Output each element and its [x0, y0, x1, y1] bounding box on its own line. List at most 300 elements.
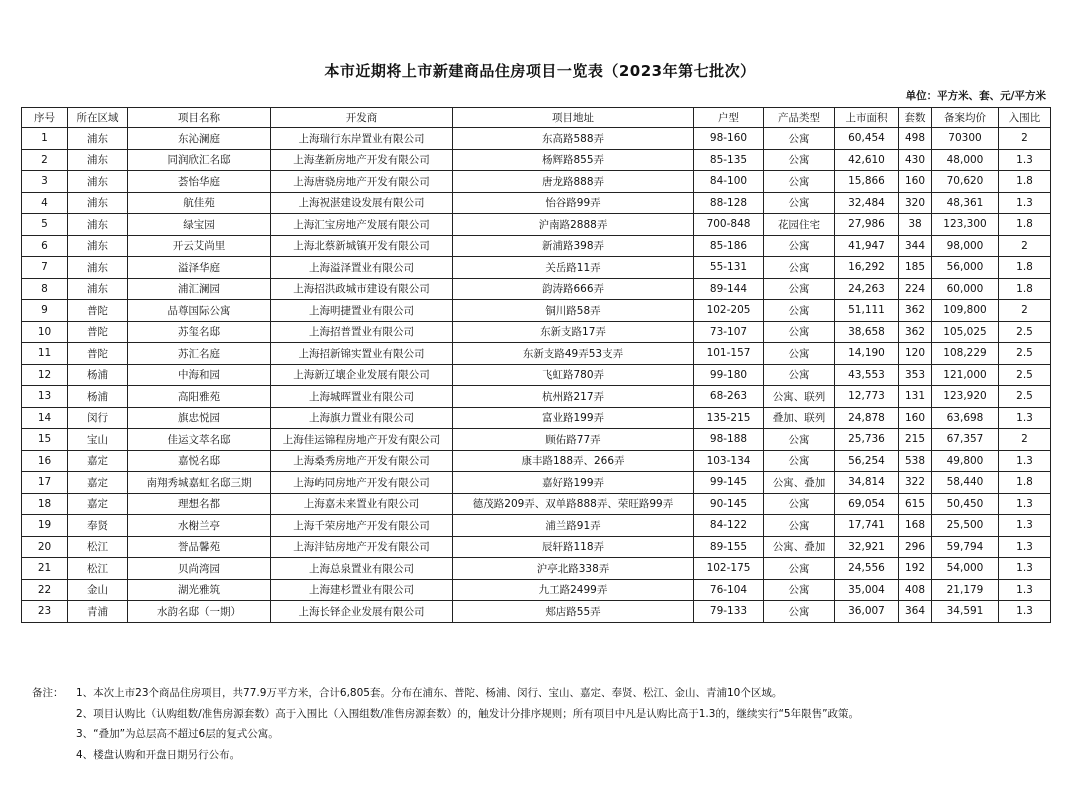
- table-row: [22, 278, 1051, 300]
- cell-entry-ratio: 2: [999, 429, 1051, 451]
- cell-unit-count: 498: [899, 128, 932, 150]
- cell-product-type: 公寓: [764, 235, 835, 257]
- cell-listed-area: 41,947: [835, 235, 899, 257]
- cell-district: 宝山: [68, 429, 128, 451]
- cell-unit-type: 103-134: [694, 450, 764, 472]
- cell-entry-ratio: 2.5: [999, 343, 1051, 365]
- cell-unit-count: 362: [899, 300, 932, 322]
- cell-avg-price: 63,698: [932, 407, 999, 429]
- cell-product-type: 公寓: [764, 300, 835, 322]
- table-row: [22, 601, 1051, 623]
- table-row: [22, 343, 1051, 365]
- cell-avg-price: 48,361: [932, 192, 999, 214]
- cell-product-type: 公寓: [764, 192, 835, 214]
- cell-entry-ratio: 1.3: [999, 515, 1051, 537]
- cell-entry-ratio: 2.5: [999, 321, 1051, 343]
- cell-developer: 上海佳运锦程房地产开发有限公司: [271, 429, 453, 451]
- cell-entry-ratio: 1.3: [999, 601, 1051, 623]
- cell-index: 9: [22, 300, 68, 322]
- cell-avg-price: 25,500: [932, 515, 999, 537]
- cell-entry-ratio: 1.3: [999, 579, 1051, 601]
- cell-developer: 上海明捷置业有限公司: [271, 300, 453, 322]
- cell-unit-count: 322: [899, 472, 932, 494]
- cell-index: 23: [22, 601, 68, 623]
- cell-product-type: 公寓、联列: [764, 386, 835, 408]
- cell-avg-price: 70,620: [932, 171, 999, 193]
- cell-district: 奉贤: [68, 515, 128, 537]
- cell-unit-type: 84-122: [694, 515, 764, 537]
- cell-address: 郏店路55弄: [453, 601, 694, 623]
- cell-address: 怡谷路99弄: [453, 192, 694, 214]
- table-row: [22, 257, 1051, 279]
- cell-unit-type: 85-186: [694, 235, 764, 257]
- cell-avg-price: 49,800: [932, 450, 999, 472]
- cell-address: 嘉好路199弄: [453, 472, 694, 494]
- cell-developer: 上海唐骁房地产开发有限公司: [271, 171, 453, 193]
- cell-district: 普陀: [68, 300, 128, 322]
- cell-listed-area: 32,921: [835, 536, 899, 558]
- note-indent: [32, 745, 76, 766]
- cell-listed-area: 27,986: [835, 214, 899, 236]
- note-item: [32, 683, 1062, 704]
- cell-avg-price: 34,591: [932, 601, 999, 623]
- cell-product-type: 公寓: [764, 493, 835, 515]
- cell-unit-count: 296: [899, 536, 932, 558]
- table-row: [22, 171, 1051, 193]
- cell-project-name: 湖光雅筑: [128, 579, 271, 601]
- cell-listed-area: 14,190: [835, 343, 899, 365]
- cell-listed-area: 56,254: [835, 450, 899, 472]
- cell-district: 浦东: [68, 235, 128, 257]
- cell-developer: 上海新辽壤企业发展有限公司: [271, 364, 453, 386]
- cell-developer: 上海旗力置业有限公司: [271, 407, 453, 429]
- cell-unit-type: 84-100: [694, 171, 764, 193]
- cell-district: 普陀: [68, 321, 128, 343]
- unit-note: 单位：平方米、套、元/平方米: [905, 90, 1046, 102]
- cell-address: 杭州路217弄: [453, 386, 694, 408]
- cell-entry-ratio: 1.8: [999, 278, 1051, 300]
- cell-product-type: 公寓: [764, 257, 835, 279]
- cell-unit-count: 224: [899, 278, 932, 300]
- cell-project-name: 佳运文萃名邸: [128, 429, 271, 451]
- cell-unit-count: 344: [899, 235, 932, 257]
- cell-unit-count: 362: [899, 321, 932, 343]
- cell-address: 唐龙路888弄: [453, 171, 694, 193]
- note-text: 3、“叠加”为总层高不超过6层的复式公寓。: [76, 728, 279, 740]
- cell-district: 闵行: [68, 407, 128, 429]
- cell-avg-price: 105,025: [932, 321, 999, 343]
- cell-product-type: 公寓: [764, 429, 835, 451]
- cell-address: 辰轩路118弄: [453, 536, 694, 558]
- cell-index: 20: [22, 536, 68, 558]
- cell-index: 8: [22, 278, 68, 300]
- cell-district: 浦东: [68, 278, 128, 300]
- cell-developer: 上海嘉未来置业有限公司: [271, 493, 453, 515]
- cell-index: 16: [22, 450, 68, 472]
- cell-entry-ratio: 1.3: [999, 536, 1051, 558]
- cell-unit-count: 120: [899, 343, 932, 365]
- cell-developer: 上海总泉置业有限公司: [271, 558, 453, 580]
- cell-entry-ratio: 1.8: [999, 257, 1051, 279]
- cell-listed-area: 51,111: [835, 300, 899, 322]
- cell-project-name: 旗忠悦园: [128, 407, 271, 429]
- cell-district: 普陀: [68, 343, 128, 365]
- cell-entry-ratio: 1.3: [999, 493, 1051, 515]
- table-row: [22, 536, 1051, 558]
- note-item: [32, 745, 1062, 766]
- cell-avg-price: 56,000: [932, 257, 999, 279]
- cell-product-type: 花园住宅: [764, 214, 835, 236]
- table-row: [22, 235, 1051, 257]
- table-row: [22, 386, 1051, 408]
- cell-entry-ratio: 1.3: [999, 407, 1051, 429]
- cell-unit-type: 89-155: [694, 536, 764, 558]
- cell-address: 浦兰路91弄: [453, 515, 694, 537]
- cell-project-name: 南翔秀城嘉虹名邸三期: [128, 472, 271, 494]
- cell-listed-area: 36,007: [835, 601, 899, 623]
- cell-product-type: 公寓: [764, 149, 835, 171]
- note-item: [32, 704, 1062, 725]
- cell-index: 5: [22, 214, 68, 236]
- cell-entry-ratio: 2: [999, 128, 1051, 150]
- table-row: [22, 472, 1051, 494]
- cell-address: 康丰路188弄、266弄: [453, 450, 694, 472]
- cell-unit-count: 615: [899, 493, 932, 515]
- cell-unit-count: 38: [899, 214, 932, 236]
- cell-product-type: 公寓: [764, 343, 835, 365]
- cell-developer: 上海城晖置业有限公司: [271, 386, 453, 408]
- table-row: [22, 364, 1051, 386]
- cell-listed-area: 17,741: [835, 515, 899, 537]
- cell-project-name: 航佳苑: [128, 192, 271, 214]
- cell-avg-price: 121,000: [932, 364, 999, 386]
- cell-entry-ratio: 2: [999, 235, 1051, 257]
- header-developer: 开发商: [271, 108, 453, 128]
- cell-entry-ratio: 2.5: [999, 386, 1051, 408]
- table-header-row: [22, 108, 1051, 128]
- cell-product-type: 公寓: [764, 558, 835, 580]
- cell-unit-type: 73-107: [694, 321, 764, 343]
- table-body: [22, 128, 1051, 623]
- cell-unit-type: 89-144: [694, 278, 764, 300]
- cell-index: 7: [22, 257, 68, 279]
- cell-listed-area: 25,736: [835, 429, 899, 451]
- cell-project-name: 苏玺名邸: [128, 321, 271, 343]
- cell-unit-type: 101-157: [694, 343, 764, 365]
- cell-address: 新浦路398弄: [453, 235, 694, 257]
- cell-developer: 上海招新锦实置业有限公司: [271, 343, 453, 365]
- cell-district: 杨浦: [68, 364, 128, 386]
- cell-listed-area: 15,866: [835, 171, 899, 193]
- cell-listed-area: 42,610: [835, 149, 899, 171]
- note-text: 4、楼盘认购和开盘日期另行公布。: [76, 748, 241, 761]
- cell-unit-count: 185: [899, 257, 932, 279]
- cell-unit-count: 160: [899, 407, 932, 429]
- table-row: [22, 214, 1051, 236]
- cell-unit-count: 538: [899, 450, 932, 472]
- table-row: [22, 407, 1051, 429]
- cell-unit-type: 88-128: [694, 192, 764, 214]
- cell-index: 18: [22, 493, 68, 515]
- cell-district: 浦东: [68, 257, 128, 279]
- cell-project-name: 东沁澜庭: [128, 128, 271, 150]
- cell-developer: 上海桑秀房地产开发有限公司: [271, 450, 453, 472]
- cell-unit-type: 98-188: [694, 429, 764, 451]
- cell-product-type: 公寓: [764, 515, 835, 537]
- table-row: [22, 493, 1051, 515]
- cell-avg-price: 67,357: [932, 429, 999, 451]
- cell-address: 富业路199弄: [453, 407, 694, 429]
- cell-address: 德茂路209弄、双单路888弄、荣旺路99弄: [453, 493, 694, 515]
- header-entry-ratio: 入围比: [999, 108, 1051, 128]
- cell-district: 浦东: [68, 192, 128, 214]
- cell-address: 顾佑路77弄: [453, 429, 694, 451]
- note-indent: [32, 704, 76, 725]
- cell-product-type: 公寓: [764, 321, 835, 343]
- cell-listed-area: 69,054: [835, 493, 899, 515]
- cell-entry-ratio: 1.3: [999, 450, 1051, 472]
- cell-district: 嘉定: [68, 493, 128, 515]
- cell-address: 九工路2499弄: [453, 579, 694, 601]
- table-row: [22, 579, 1051, 601]
- table-row: [22, 515, 1051, 537]
- cell-product-type: 公寓: [764, 579, 835, 601]
- cell-unit-count: 430: [899, 149, 932, 171]
- cell-index: 13: [22, 386, 68, 408]
- table-row: [22, 128, 1051, 150]
- document-title: 本市近期将上市新建商品住房项目一览表（2023年第七批次）: [324, 62, 756, 80]
- cell-avg-price: 54,000: [932, 558, 999, 580]
- cell-avg-price: 123,300: [932, 214, 999, 236]
- cell-index: 1: [22, 128, 68, 150]
- cell-unit-type: 76-104: [694, 579, 764, 601]
- cell-listed-area: 60,454: [835, 128, 899, 150]
- cell-unit-type: 85-135: [694, 149, 764, 171]
- cell-address: 沪南路2888弄: [453, 214, 694, 236]
- cell-district: 金山: [68, 579, 128, 601]
- cell-avg-price: 98,000: [932, 235, 999, 257]
- header-listed-area: 上市面积: [835, 108, 899, 128]
- cell-unit-type: 68-263: [694, 386, 764, 408]
- cell-developer: 上海招普置业有限公司: [271, 321, 453, 343]
- cell-index: 11: [22, 343, 68, 365]
- notes-label: 备注：: [32, 687, 64, 699]
- cell-unit-type: 102-175: [694, 558, 764, 580]
- cell-project-name: 水榭兰亭: [128, 515, 271, 537]
- cell-avg-price: 108,229: [932, 343, 999, 365]
- cell-unit-count: 131: [899, 386, 932, 408]
- cell-project-name: 苏汇名庭: [128, 343, 271, 365]
- cell-avg-price: 50,450: [932, 493, 999, 515]
- cell-address: 韵涛路666弄: [453, 278, 694, 300]
- cell-district: 松江: [68, 536, 128, 558]
- cell-index: 19: [22, 515, 68, 537]
- cell-product-type: 公寓: [764, 364, 835, 386]
- cell-developer: 上海瑞行东岸置业有限公司: [271, 128, 453, 150]
- cell-district: 松江: [68, 558, 128, 580]
- cell-index: 2: [22, 149, 68, 171]
- cell-district: 浦东: [68, 128, 128, 150]
- cell-index: 4: [22, 192, 68, 214]
- cell-district: 浦东: [68, 149, 128, 171]
- cell-unit-type: 700-848: [694, 214, 764, 236]
- cell-project-name: 品尊国际公寓: [128, 300, 271, 322]
- notes-section: [32, 683, 1062, 765]
- cell-developer: 上海溢泽置业有限公司: [271, 257, 453, 279]
- cell-index: 15: [22, 429, 68, 451]
- cell-developer: 上海建杉置业有限公司: [271, 579, 453, 601]
- cell-developer: 上海屿同房地产开发有限公司: [271, 472, 453, 494]
- cell-entry-ratio: 1.3: [999, 558, 1051, 580]
- cell-address: 杨辉路855弄: [453, 149, 694, 171]
- cell-district: 青浦: [68, 601, 128, 623]
- cell-developer: 上海沣钴房地产开发有限公司: [271, 536, 453, 558]
- cell-index: 12: [22, 364, 68, 386]
- cell-product-type: 公寓、叠加: [764, 472, 835, 494]
- cell-project-name: 理想名都: [128, 493, 271, 515]
- cell-developer: 上海汇宝房地产发展有限公司: [271, 214, 453, 236]
- cell-index: 10: [22, 321, 68, 343]
- cell-project-name: 嘉悦名邸: [128, 450, 271, 472]
- cell-listed-area: 12,773: [835, 386, 899, 408]
- cell-district: 浦东: [68, 171, 128, 193]
- cell-product-type: 叠加、联列: [764, 407, 835, 429]
- cell-listed-area: 16,292: [835, 257, 899, 279]
- cell-unit-count: 160: [899, 171, 932, 193]
- cell-avg-price: 60,000: [932, 278, 999, 300]
- cell-project-name: 绿宝园: [128, 214, 271, 236]
- table-row: [22, 192, 1051, 214]
- cell-address: 铜川路58弄: [453, 300, 694, 322]
- cell-listed-area: 34,814: [835, 472, 899, 494]
- header-product-type: 产品类型: [764, 108, 835, 128]
- header-unit-type: 户型: [694, 108, 764, 128]
- cell-unit-type: 135-215: [694, 407, 764, 429]
- cell-listed-area: 24,263: [835, 278, 899, 300]
- table-row: [22, 450, 1051, 472]
- cell-developer: 上海祝湛建设发展有限公司: [271, 192, 453, 214]
- table-row: [22, 429, 1051, 451]
- cell-listed-area: 24,556: [835, 558, 899, 580]
- cell-project-name: 高阳雅苑: [128, 386, 271, 408]
- cell-index: 22: [22, 579, 68, 601]
- header-unit-count: 套数: [899, 108, 932, 128]
- cell-unit-type: 102-205: [694, 300, 764, 322]
- cell-avg-price: 48,000: [932, 149, 999, 171]
- note-text: 1、本次上市23个商品住房项目，共77.9万平方米，合计6,805套。分布在浦东、普陀、杨浦、闵行、宝山、嘉定、奉贤、松江、金山、青浦10个区域。: [76, 687, 783, 699]
- cell-unit-type: 55-131: [694, 257, 764, 279]
- cell-product-type: 公寓: [764, 278, 835, 300]
- cell-avg-price: 58,440: [932, 472, 999, 494]
- cell-project-name: 中海和园: [128, 364, 271, 386]
- table-row: [22, 558, 1051, 580]
- table-row: [22, 321, 1051, 343]
- cell-developer: 上海北蔡新城镇开发有限公司: [271, 235, 453, 257]
- cell-unit-type: 99-180: [694, 364, 764, 386]
- cell-entry-ratio: 1.8: [999, 214, 1051, 236]
- cell-listed-area: 38,658: [835, 321, 899, 343]
- cell-address: 东新支路17弄: [453, 321, 694, 343]
- cell-unit-count: 168: [899, 515, 932, 537]
- cell-listed-area: 24,878: [835, 407, 899, 429]
- cell-entry-ratio: 1.3: [999, 192, 1051, 214]
- cell-entry-ratio: 1.8: [999, 171, 1051, 193]
- cell-developer: 上海千荣房地产开发有限公司: [271, 515, 453, 537]
- cell-project-name: 荟怡华庭: [128, 171, 271, 193]
- cell-avg-price: 70300: [932, 128, 999, 150]
- cell-unit-count: 353: [899, 364, 932, 386]
- cell-avg-price: 123,920: [932, 386, 999, 408]
- cell-project-name: 开云艾尚里: [128, 235, 271, 257]
- cell-product-type: 公寓: [764, 450, 835, 472]
- cell-address: 东高路588弄: [453, 128, 694, 150]
- cell-address: 关岳路11弄: [453, 257, 694, 279]
- cell-avg-price: 109,800: [932, 300, 999, 322]
- cell-index: 3: [22, 171, 68, 193]
- note-item: [32, 724, 1062, 745]
- cell-project-name: 浦汇澜园: [128, 278, 271, 300]
- cell-index: 14: [22, 407, 68, 429]
- cell-unit-count: 192: [899, 558, 932, 580]
- cell-entry-ratio: 1.8: [999, 472, 1051, 494]
- cell-index: 17: [22, 472, 68, 494]
- cell-index: 6: [22, 235, 68, 257]
- note-text: 2、项目认购比（认购组数/准售房源套数）高于入围比（入围组数/准售房源套数）的，触发计分排序规则；所有项目中凡是认购比高于1.3的，继续实行“5年限售”政策。: [76, 707, 860, 720]
- cell-entry-ratio: 2: [999, 300, 1051, 322]
- cell-unit-type: 79-133: [694, 601, 764, 623]
- cell-product-type: 公寓: [764, 171, 835, 193]
- cell-avg-price: 59,794: [932, 536, 999, 558]
- cell-address: 沪亭北路338弄: [453, 558, 694, 580]
- cell-district: 浦东: [68, 214, 128, 236]
- cell-address: 飞虹路780弄: [453, 364, 694, 386]
- cell-unit-type: 90-145: [694, 493, 764, 515]
- cell-unit-count: 364: [899, 601, 932, 623]
- header-index: 序号: [22, 108, 68, 128]
- header-address: 项目地址: [453, 108, 694, 128]
- cell-district: 嘉定: [68, 472, 128, 494]
- cell-entry-ratio: 2.5: [999, 364, 1051, 386]
- header-district: 所在区域: [68, 108, 128, 128]
- table-row: [22, 149, 1051, 171]
- cell-listed-area: 32,484: [835, 192, 899, 214]
- cell-entry-ratio: 1.3: [999, 149, 1051, 171]
- cell-developer: 上海长铎企业发展有限公司: [271, 601, 453, 623]
- cell-unit-count: 320: [899, 192, 932, 214]
- cell-index: 21: [22, 558, 68, 580]
- cell-listed-area: 43,553: [835, 364, 899, 386]
- cell-avg-price: 21,179: [932, 579, 999, 601]
- cell-listed-area: 35,004: [835, 579, 899, 601]
- cell-unit-count: 215: [899, 429, 932, 451]
- cell-project-name: 同润欣汇名邸: [128, 149, 271, 171]
- cell-developer: 上海招洪政城市建设有限公司: [271, 278, 453, 300]
- cell-project-name: 溢泽华庭: [128, 257, 271, 279]
- cell-project-name: 贝尚湾园: [128, 558, 271, 580]
- cell-unit-type: 98-160: [694, 128, 764, 150]
- header-project-name: 项目名称: [128, 108, 271, 128]
- cell-developer: 上海垄新房地产开发有限公司: [271, 149, 453, 171]
- cell-product-type: 公寓、叠加: [764, 536, 835, 558]
- cell-project-name: 誉品馨苑: [128, 536, 271, 558]
- table-row: [22, 300, 1051, 322]
- cell-unit-count: 408: [899, 579, 932, 601]
- note-indent: [32, 724, 76, 745]
- header-avg-price: 备案均价: [932, 108, 999, 128]
- cell-product-type: 公寓: [764, 601, 835, 623]
- cell-district: 嘉定: [68, 450, 128, 472]
- cell-unit-type: 99-145: [694, 472, 764, 494]
